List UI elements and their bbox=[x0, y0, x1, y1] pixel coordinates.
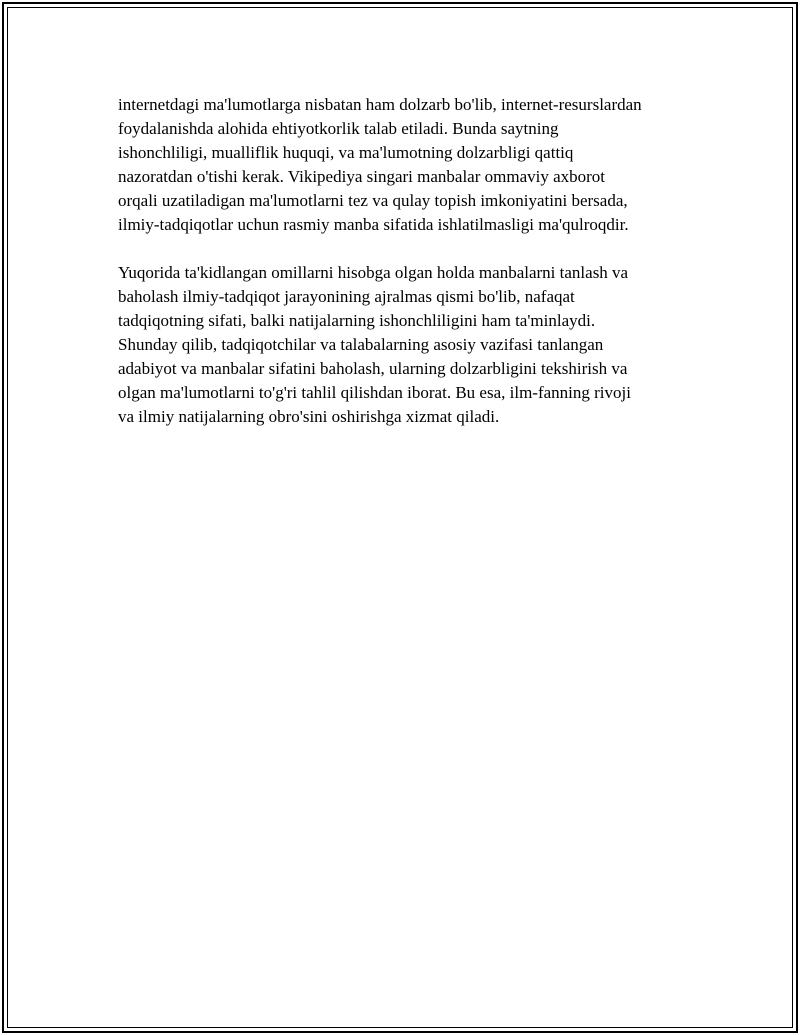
document-body bbox=[118, 93, 690, 453]
text-line: tadqiqotning sifati, balki natijalarning ishonchliligini ham ta'minlaydi. bbox=[118, 311, 596, 330]
text-line: Yuqorida ta'kidlangan omillarni hisobga olgan holda manbalarni tanlash va bbox=[118, 263, 629, 282]
text-line: va ilmiy natijalarning obro'sini oshirishga xizmat qiladi. bbox=[118, 407, 500, 426]
text-line: orqali uzatiladigan ma'lumotlarni tez va qulay topish imkoniyatini bersada, bbox=[118, 191, 628, 210]
text-line: Shunday qilib, tadqiqotchilar va talabalarning asosiy vazifasi tanlangan bbox=[118, 335, 604, 354]
text-line: ilmiy-tadqiqotlar uchun rasmiy manba sifatida ishlatilmasligi ma'qulroqdir. bbox=[118, 215, 629, 234]
text-line: ishonchliligi, mualliflik huquqi, va ma'lumotning dolzarbligi qattiq bbox=[118, 143, 574, 162]
text-line: foydalanishda alohida ehtiyotkorlik talab etiladi. Bunda saytning bbox=[118, 119, 559, 138]
text-line: nazoratdan o'tishi kerak. Vikipediya singari manbalar ommaviy axborot bbox=[118, 167, 606, 186]
paragraph bbox=[118, 93, 690, 237]
paragraph bbox=[118, 261, 690, 429]
text-line: internetdagi ma'lumotlarga nisbatan ham dolzarb bo'lib, internet-resurslardan bbox=[118, 95, 642, 114]
text-line: olgan ma'lumotlarni to'g'ri tahlil qilishdan iborat. Bu esa, ilm-fanning rivoji bbox=[118, 383, 631, 402]
text-line: adabiyot va manbalar sifatini baholash, ularning dolzarbligini tekshirish va bbox=[118, 359, 628, 378]
text-line: baholash ilmiy-tadqiqot jarayonining ajralmas qismi bo'lib, nafaqat bbox=[118, 287, 575, 306]
